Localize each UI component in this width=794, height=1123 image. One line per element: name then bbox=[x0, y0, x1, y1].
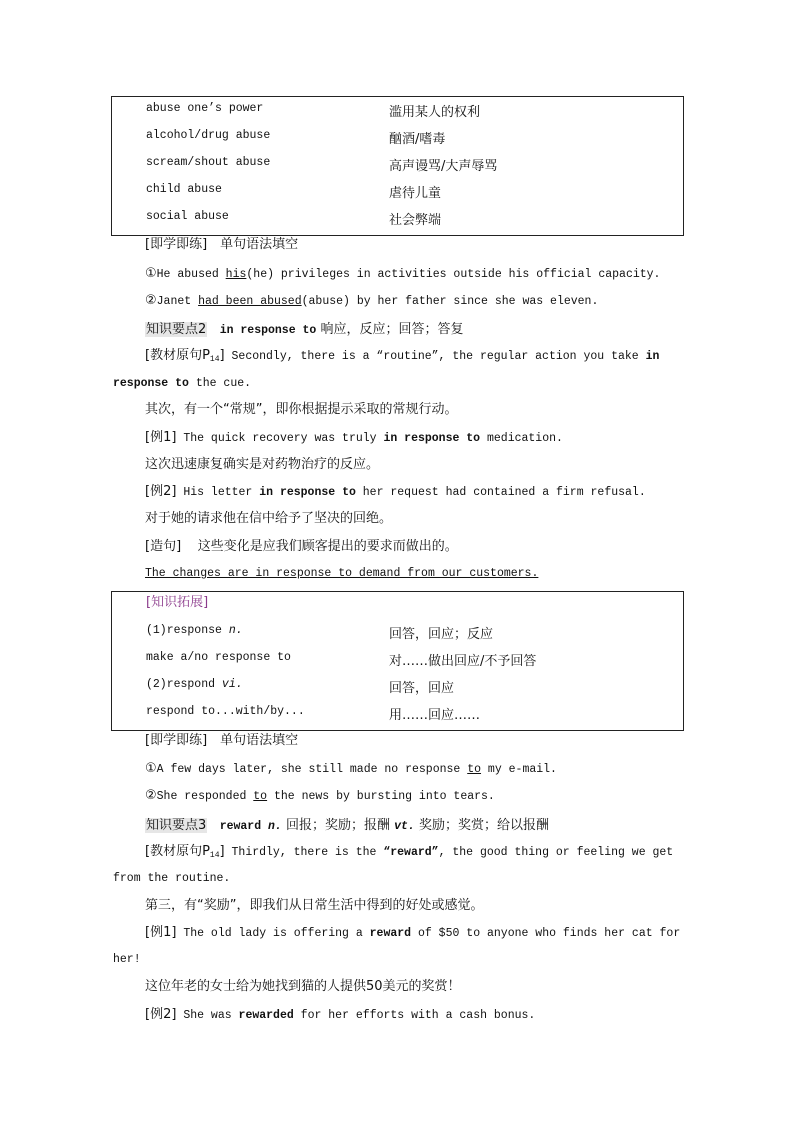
question-number: ② bbox=[145, 788, 157, 803]
source-label: [教材原句P bbox=[145, 348, 210, 363]
source-bracket: ] bbox=[219, 844, 225, 859]
phrase-en: scream/shout abuse bbox=[146, 156, 271, 169]
practice-question bbox=[145, 266, 660, 283]
example-highlight: in response to bbox=[259, 486, 356, 499]
practice-question bbox=[145, 761, 557, 778]
example-text: The old lady is offering a bbox=[176, 927, 370, 940]
knowledge-point-meaning: 回报；奖励；报酬 bbox=[281, 818, 395, 833]
question-text: He abused bbox=[156, 268, 226, 281]
extension-en bbox=[146, 651, 291, 664]
source-label: [教材原句P bbox=[145, 844, 210, 859]
question-text: (he) privileges in activities outside his official capacity. bbox=[246, 268, 661, 281]
source-highlight: “reward” bbox=[383, 846, 439, 859]
example-text: His letter bbox=[176, 486, 260, 499]
example-translation: 对于她的请求他在信中给予了坚决的回绝。 bbox=[145, 511, 393, 526]
example-highlight: in response to bbox=[383, 432, 481, 445]
part-of-speech: vi. bbox=[221, 678, 243, 691]
source-text: the cue. bbox=[188, 377, 252, 390]
example-label: [例2] bbox=[145, 1007, 177, 1022]
knowledge-extension-box bbox=[111, 591, 684, 731]
extension-row bbox=[112, 676, 683, 696]
question-text: A few days later, she still made no response bbox=[156, 763, 468, 776]
phrase-zh: 社会弊端 bbox=[389, 213, 442, 228]
source-translation: 第三，有“奖励”，即我们从日常生活中得到的好处或感觉。 bbox=[145, 898, 484, 913]
phrase-row bbox=[112, 127, 683, 147]
phrase-zh: 滥用某人的权利 bbox=[389, 105, 481, 120]
question-number: ② bbox=[145, 293, 157, 308]
knowledge-point-heading bbox=[145, 816, 549, 835]
knowledge-point-term: reward bbox=[219, 820, 262, 833]
source-highlight: response to bbox=[113, 377, 189, 390]
phrase-row bbox=[112, 154, 683, 174]
source-text: Thirdly, there is the bbox=[224, 846, 384, 859]
textbook-source bbox=[145, 348, 659, 368]
extension-zh: 回答，回应 bbox=[389, 681, 455, 696]
extension-zh: 用……回应…… bbox=[389, 708, 481, 723]
example-text: of $50 to anyone who finds her cat for bbox=[411, 927, 681, 940]
knowledge-point-tag: 知识要点3 bbox=[146, 818, 207, 833]
example-translation: 这次迅速康复确实是对药物治疗的反应。 bbox=[145, 457, 380, 472]
extension-row bbox=[112, 649, 683, 669]
phrase-en: social abuse bbox=[146, 210, 229, 223]
source-translation: 其次，有一个“常规”，即你根据提示采取的常规行动。 bbox=[145, 402, 458, 417]
phrase-zh: 酗酒/嗜毒 bbox=[389, 132, 446, 147]
extension-zh: 回答，回应；反应 bbox=[389, 627, 494, 642]
sentence-making bbox=[145, 539, 458, 555]
phrase-en: abuse one’s power bbox=[146, 102, 264, 115]
question-answer: to bbox=[467, 763, 482, 776]
practice-question bbox=[145, 293, 598, 310]
sentence-making-answer: The changes are in response to demand from our customers. bbox=[145, 567, 539, 580]
knowledge-point-term: in response to bbox=[219, 324, 317, 337]
question-text: Janet bbox=[156, 295, 199, 308]
phrase-row bbox=[112, 208, 683, 228]
knowledge-point-meaning: 响应，反应；回答；答复 bbox=[316, 322, 464, 337]
extension-word: make a/no response to bbox=[146, 651, 291, 664]
source-page: 14 bbox=[209, 355, 220, 364]
knowledge-point-heading bbox=[145, 320, 463, 339]
example-text: for her efforts with a cash bonus. bbox=[293, 1009, 536, 1022]
question-answer: had been abused bbox=[198, 295, 302, 308]
extension-row bbox=[112, 703, 683, 723]
practice-question bbox=[145, 788, 495, 805]
question-number: ① bbox=[145, 266, 157, 281]
source-bracket: ] bbox=[219, 348, 225, 363]
extension-word: respond to...with/by... bbox=[146, 705, 305, 718]
extension-en bbox=[146, 705, 305, 718]
example-label: [例2] bbox=[145, 484, 177, 499]
practice-heading: [即学即练] 单句语法填空 bbox=[145, 733, 299, 748]
example-sentence bbox=[145, 1007, 535, 1024]
question-text: the news by bursting into tears. bbox=[267, 790, 495, 803]
example-sentence bbox=[145, 430, 563, 447]
knowledge-point-tag: 知识要点2 bbox=[146, 322, 207, 337]
example-translation: 这位年老的女士给为她找到猫的人提供50美元的奖赏！ bbox=[145, 979, 461, 994]
example-text: She was bbox=[176, 1009, 239, 1022]
source-text: Secondly, there is a “routine”, the regular action you take bbox=[224, 350, 646, 363]
example-text: her request had contained a firm refusal. bbox=[355, 486, 646, 499]
phrase-en: child abuse bbox=[146, 183, 222, 196]
extension-row bbox=[112, 622, 683, 642]
question-text: my e-mail. bbox=[481, 763, 557, 776]
source-highlight: in bbox=[645, 350, 660, 363]
question-answer: his bbox=[225, 268, 247, 281]
extension-en bbox=[146, 624, 243, 637]
phrase-row bbox=[112, 181, 683, 201]
example-label: [例1] bbox=[145, 430, 177, 445]
part-of-speech: vt. bbox=[394, 820, 415, 833]
source-text: , the good thing or feeling we get bbox=[438, 846, 674, 859]
phrase-zh: 高声谩骂/大声辱骂 bbox=[389, 159, 498, 174]
extension-en bbox=[146, 678, 243, 691]
example-text: medication. bbox=[480, 432, 563, 445]
question-text: She responded bbox=[156, 790, 254, 803]
example-sentence-cont: her! bbox=[113, 953, 141, 966]
example-highlight: reward bbox=[369, 927, 412, 940]
extension-zh: 对……做出回应/不予回答 bbox=[389, 654, 537, 669]
textbook-source-cont: from the routine. bbox=[113, 872, 231, 885]
knowledge-extension-title: [知识拓展] bbox=[146, 595, 209, 610]
practice-heading: [即学即练] 单句语法填空 bbox=[145, 237, 299, 252]
example-text: The quick recovery was truly bbox=[176, 432, 384, 445]
part-of-speech: n. bbox=[268, 820, 282, 833]
question-answer: to bbox=[253, 790, 268, 803]
phrase-table-abuse bbox=[111, 96, 684, 236]
textbook-source bbox=[145, 844, 673, 864]
part-of-speech: n. bbox=[228, 624, 243, 637]
knowledge-point-meaning: 奖励；奖赏；给以报酬 bbox=[414, 818, 549, 833]
example-sentence bbox=[145, 925, 680, 942]
example-sentence bbox=[145, 484, 646, 501]
example-highlight: rewarded bbox=[238, 1009, 294, 1022]
example-label: [例1] bbox=[145, 925, 177, 940]
question-text: (abuse) by her father since she was eleven. bbox=[301, 295, 599, 308]
phrase-zh: 虐待儿童 bbox=[389, 186, 442, 201]
sentence-making-prompt: 这些变化是应我们顾客提出的要求而做出的。 bbox=[197, 539, 458, 554]
extension-word: (1)response bbox=[146, 624, 229, 637]
source-page: 14 bbox=[209, 851, 220, 860]
sentence-making-label: [造句] bbox=[145, 539, 182, 554]
phrase-row bbox=[112, 100, 683, 120]
question-number: ① bbox=[145, 761, 157, 776]
phrase-en: alcohol/drug abuse bbox=[146, 129, 271, 142]
extension-word: (2)respond bbox=[146, 678, 222, 691]
textbook-source-cont bbox=[113, 376, 251, 392]
